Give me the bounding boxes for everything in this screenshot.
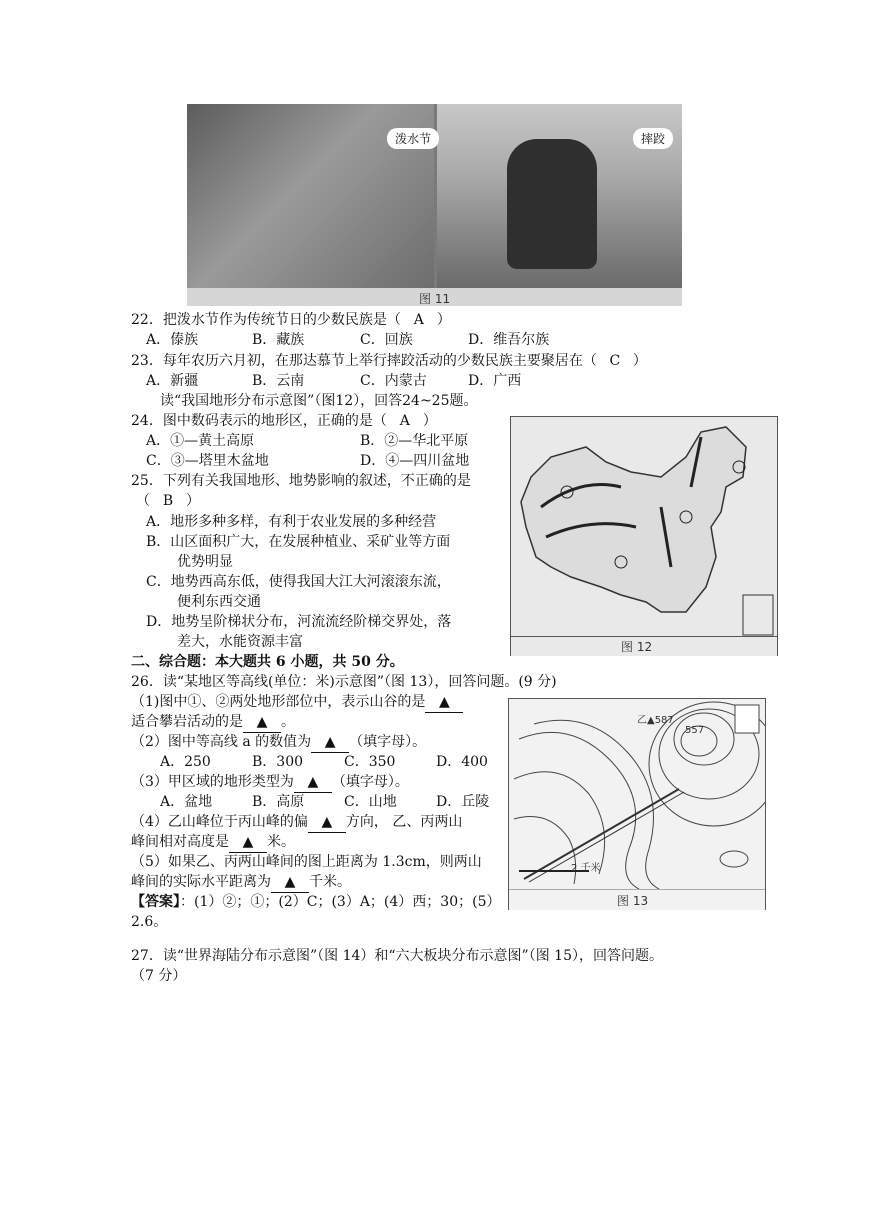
q23-option: A．新疆 [146,373,199,389]
q26-blank: ▲ [271,872,309,893]
q24-option: A．①—黄土高原 [146,433,255,449]
q26-part2-option: A．250 [160,754,211,770]
q26-answer-cont: 2.6。 [131,914,168,930]
q26-part3-option: B．高原 [252,794,305,810]
q23-question: 23．每年农历六月初，在那达慕节上举行摔跤活动的少数民族主要聚居在（ C ） [131,353,647,369]
read-fig12-instruction: 读“我国地形分布示意图”（图12），回答24~25题。 [160,393,478,409]
q25-option: A．地形多种多样，有利于农业发展的多种经营 [146,514,437,530]
figure-13-scale-label: 2 千米 [571,863,601,874]
figure-13-peak-label: 乙▲587 [637,715,674,726]
q26-blank: ▲ [311,732,349,753]
q26-part2-option: C．350 [344,754,396,770]
figure-13-label: 图 13 [617,894,649,908]
q23-option: D．广西 [468,373,522,389]
tag-wrestling: 摔跤 [633,128,673,149]
contour-lines [509,699,765,889]
q24-question: 24．图中数码表示的地形区，正确的是（ A ） [131,413,437,429]
figure-13-peak2-label: 557 [685,725,705,736]
q27-line2: （7 分） [131,968,187,984]
q22-option: C．回族 [360,332,413,348]
q26-part5-line2: 峰间的实际水平距离为 ▲ 千米。 [131,872,351,893]
figure-11 [187,104,682,306]
figure-13-contour-map [508,698,766,910]
q26-part3-option: A．盆地 [160,794,213,810]
q23-answer: C [609,353,621,369]
q22-answer: A [413,312,424,328]
q25-option: B．山区面积广大，在发展种植业、采矿业等方面 [146,534,451,550]
q26-blank: ▲ [229,832,267,853]
q26-blank: ▲ [294,772,332,793]
q22-option: B．藏族 [252,332,305,348]
q24-answer: A [399,413,410,429]
q26-part2-option: B．300 [252,754,304,770]
figure-12-map [510,416,778,656]
q26-part4-line1: （4）乙山峰位于丙山峰的偏 ▲ 方向， 乙、丙两山 [131,812,462,833]
q22-option: D．维吾尔族 [468,332,550,348]
q23-option: B．云南 [252,373,305,389]
tag-water-festival: 泼水节 [387,128,439,149]
q26-intro: 26．读“某地区等高线(单位：米)示意图”（图 13），回答问题。(9 分) [131,674,557,690]
q24-option: C．③—塔里木盆地 [146,453,269,469]
q24-option: B．②—华北平原 [360,433,469,449]
q25-option: D．地势呈阶梯状分布，河流流经阶梯交界处，落 [146,614,452,630]
q25-answer-line: （ B ） [136,493,200,509]
q25-option-cont: 差大，水能资源丰富 [177,634,303,650]
q22-question: 22．把泼水节作为传统节日的少数民族是（ A ） [131,312,451,328]
q25-answer: B [162,493,174,509]
q27-line1: 27．读“世界海陆分布示意图”（图 14）和“六大板块分布示意图”（图 15），回答问题。 [131,948,663,964]
q26-part2: （2）图中等高线 a 的数值为 ▲ （填字母）。 [131,732,426,753]
q26-part3-option: C．山地 [344,794,397,810]
q24-option: D．④—四川盆地 [360,453,470,469]
q23-option: C．内蒙古 [360,373,427,389]
q26-blank: ▲ [308,812,346,833]
q26-part5-line1: （5）如果乙、丙两山峰间的图上距离为 1.3cm，则两山 [131,854,482,870]
q26-blank: ▲ [425,692,463,713]
q22-option: A．傣族 [146,332,199,348]
q26-part4-line2: 峰间相对高度是 ▲ 米。 [131,832,295,853]
q26-part3-option: D．丘陵 [436,794,490,810]
figure-12-label: 图 12 [621,640,653,654]
q25-option-cont: 便利东西交通 [177,594,261,610]
q26-answer: 【答案】：(1）②；①；(2）C；(3）A；(4）西；30；(5） [131,894,501,910]
q25-question: 25．下列有关我国地形、地势影响的叙述，不正确的是 [131,473,471,489]
china-map-outline [511,417,777,655]
q25-option: C．地势西高东低，使得我国大江大河滚滚东流， [146,574,451,590]
q26-part3: （3）甲区域的地形类型为 ▲ （填字母）。 [131,772,409,793]
section-2-heading: 二、综合题：本大题共 6 小题，共 50 分。 [131,654,404,670]
q26-part2-option: D．400 [436,754,488,770]
q26-blank: ▲ [243,712,281,733]
q26-part1-line1: （1)图中①、②两处地形部位中，表示山谷的是 ▲ [131,692,463,713]
q26-part1-line2: 适合攀岩活动的是 ▲ 。 [131,712,295,733]
q25-option-cont: 优势明显 [177,554,233,570]
figure-11-label: 图 11 [419,292,451,306]
